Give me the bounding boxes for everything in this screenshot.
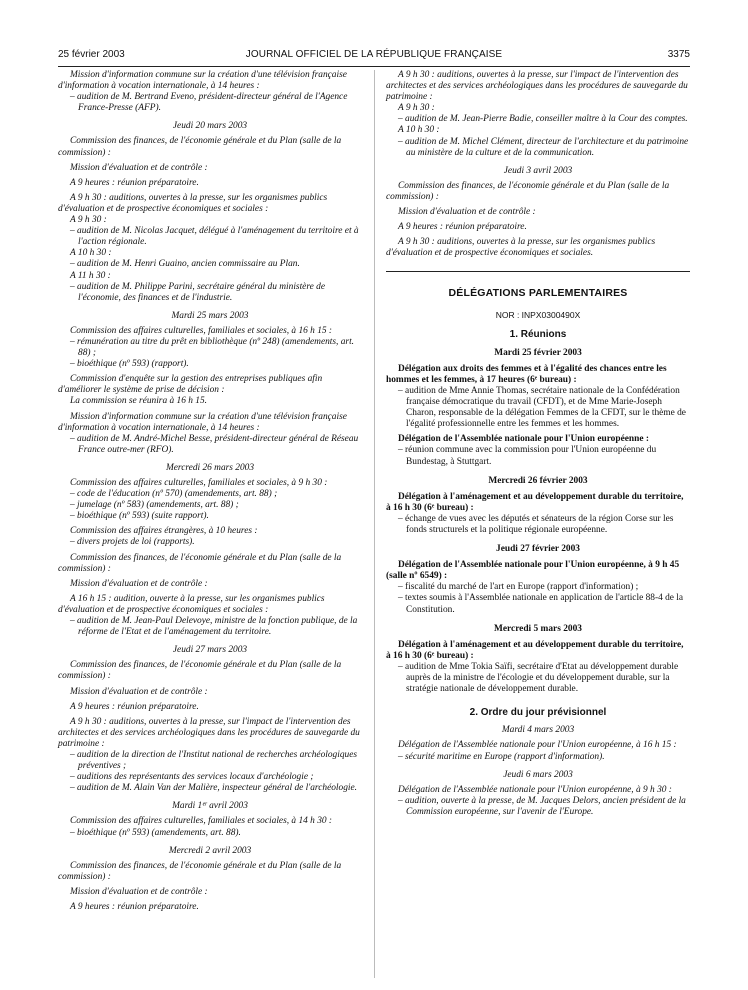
day-heading: Jeudi 27 février 2003 [496, 544, 580, 555]
day-heading: Mercredi 26 février 2003 [488, 475, 588, 486]
header-rule [58, 66, 690, 67]
day-heading: Jeudi 20 mars 2003 [172, 121, 248, 132]
paragraph: Délégation de l'Assemblée nationale pour l'Union européenne, à 9 h 30 : [398, 784, 672, 795]
delegation-heading: Délégation aux droits des femmes et à l'égalité des chances entre les hommes et les femmes, à 17 heures (6ᵉ bureau) : [386, 363, 667, 385]
list-item: – code de l'éducation (nº 570) (amendements, art. 88) ; [70, 489, 278, 500]
column-divider [374, 70, 375, 978]
paragraph: A 9 heures : réunion préparatoire. [70, 701, 199, 712]
day-heading: Jeudi 27 mars 2003 [172, 645, 248, 656]
paragraph: A 9 heures : réunion préparatoire. [70, 177, 199, 188]
subsection-heading: 1. Réunions [509, 328, 567, 340]
list-item: – bioéthique (nº 593) (amendements, art. 88). [70, 827, 241, 838]
list-item: – audition de la direction de l'Institut national de recherches archéologiques préventives ; [70, 749, 358, 772]
list-item: – audition de M. Jean-Pierre Badie, conseiller maître à la Cour des comptes. [398, 114, 688, 125]
nor-reference: NOR : INPX0300490X [495, 309, 581, 320]
paragraph: Commission des finances, de l'économie générale et du Plan (salle de la commission) : [58, 136, 342, 158]
paragraph: Délégation de l'Assemblée nationale pour l'Union européenne, à 16 h 15 : [398, 740, 677, 751]
list-item: – audition de M. Jean-Paul Delevoye, ministre de la fonction publique, de la réforme de l'Etat et de l'aménagement du territoire. [70, 616, 358, 638]
list-item: – bioéthique (nº 593) (suite rapport). [70, 511, 209, 522]
paragraph: A 9 h 30 : auditions, ouvertes à la presse, sur l'impact de l'intervention des architectes et des services archéologiques dans les procédures de sauvegarde du patrimoine : [58, 716, 360, 749]
day-heading: Mardi 25 mars 2003 [171, 310, 249, 321]
list-item: – audition de M. Michel Clément, directeur de l'architecture et du patrimoine au ministère de la culture et de la communication. [398, 136, 689, 158]
paragraph: A 9 heures : réunion préparatoire. [70, 902, 199, 912]
day-heading: Mardi 4 mars 2003 [501, 725, 575, 736]
paragraph: Commission des finances, de l'économie générale et du Plan (salle de la commission) : [58, 860, 342, 882]
list-item: – fiscalité du marché de l'art en Europe (rapport d'information) ; [398, 582, 639, 593]
paragraph: A 11 h 30 : [70, 270, 111, 281]
page-header [58, 45, 690, 61]
paragraph: Commission des affaires culturelles, familiales et sociales, à 9 h 30 : [70, 478, 328, 488]
paragraph: A 9 h 30 : [398, 103, 435, 114]
list-item: – audition de Mme Annie Thomas, secrétaire nationale de la Confédération française démocratique du travail (CFDT), et de Mme Marie-Joseph Charon, responsable de la délégation Femmes de la CFDT, sur le thème de l'égalité professionnelle entre les femmes et les hommes. [398, 385, 686, 430]
paragraph: A 16 h 15 : audition, ouverte à la presse, sur les organismes publics d'évaluation et de prospective économiques et sociales : [58, 593, 325, 615]
paragraph: Mission d'information commune sur la création d'une télévision française d'information à vocation internationale, à 14 heures : [58, 411, 347, 433]
paragraph: A 10 h 30 : [70, 248, 112, 259]
paragraph: Mission d'évaluation et de contrôle : [398, 207, 536, 218]
day-heading: Mercredi 26 mars 2003 [165, 462, 255, 473]
list-item: – textes soumis à l'Assemblée nationale en application de l'article 88-4 de la Constitution. [398, 593, 684, 615]
paragraph: A 9 h 30 : auditions, ouvertes à la presse, sur les organismes publics d'évaluation et de prospective économiques et sociales. [386, 237, 656, 259]
list-item: – audition de Mme Tokia Saïfi, secrétaire d'Etat au développement durable auprès de la ministre de l'écologie et du développement durable, sur la stratégie nationale de développement durable. [398, 661, 679, 695]
list-item: – audition de M. Alain Van der Malière, inspecteur général de l'archéologie. [70, 783, 358, 794]
header-page-number: 3375 [667, 49, 690, 60]
day-heading: Jeudi 3 avril 2003 [503, 165, 573, 176]
list-item: – audition de M. Bertrand Eveno, président-directeur général de l'Agence France-Presse (AFP). [70, 92, 348, 114]
paragraph: Commission des affaires culturelles, familiales et sociales, à 16 h 15 : [70, 325, 333, 336]
list-item: – audition de M. André-Michel Besse, président-directeur général de Réseau France outre-mer (RFO). [70, 433, 359, 455]
section-title: DÉLÉGATIONS PARLEMENTAIRES [448, 287, 628, 300]
list-item: – échange de vues avec les députés et sénateurs de la région Corse sur les fonds structurels et la politique régionale européenne. [398, 513, 674, 535]
list-item: – bioéthique (nº 593) (rapport). [70, 359, 189, 370]
delegation-heading: Délégation de l'Assemblée nationale pour l'Union européenne, à 9 h 45 (salle nº 6549) : [386, 560, 680, 582]
paragraph: A 9 h 30 : auditions, ouvertes à la presse, sur l'impact de l'intervention des architectes et des services archéologiques dans les procédures de sauvegarde du patrimoine : [386, 70, 688, 103]
list-item: – audition de M. Nicolas Jacquet, délégué à l'aménagement du territoire et à l'action régionale. [70, 226, 359, 248]
list-item: – audition de M. Philippe Parini, secrétaire général du ministère de l'économie, des finances et de l'industrie. [70, 281, 325, 303]
list-item: – rémunération au titre du prêt en bibliothèque (nº 248) (amendements, art. 88) ; [70, 336, 355, 359]
day-heading: Mercredi 5 mars 2003 [494, 623, 582, 634]
paragraph: Mission d'évaluation et de contrôle : [70, 886, 208, 897]
list-item: – auditions des représentants des services locaux d'archéologie ; [70, 772, 314, 783]
paragraph: Commission des affaires étrangères, à 10 heures : [70, 526, 258, 537]
subsection-heading: 2. Ordre du jour prévisionnel [469, 707, 607, 719]
paragraph: Commission d'enquête sur la gestion des entreprises publiques afin d'améliorer le système de prise de décision : [58, 374, 323, 396]
header-journal-title: JOURNAL OFFICIEL DE LA RÉPUBLIQUE FRANÇAISE [245, 49, 503, 60]
paragraph: A 10 h 30 : [398, 125, 440, 136]
right-column [386, 70, 690, 818]
list-item: – réunion commune avec la commission pour l'Union européenne du Bundestag, à Stuttgart. [398, 445, 657, 467]
list-item: – jumelage (nº 583) (amendements, art. 88) ; [70, 500, 239, 511]
list-item: – audition, ouverte à la presse, de M. Jacques Delors, ancien président de la Commission européenne, sur l'avenir de l'Europe. [398, 795, 686, 817]
delegation-heading: Délégation à l'aménagement et au développement durable du territoire, à 16 h 30 (6ᵉ bureau) : [386, 491, 684, 513]
delegation-heading: Délégation de l'Assemblée nationale pour l'Union européenne : [398, 434, 649, 445]
paragraph: Commission des finances, de l'économie générale et du Plan (salle de la commission) : [386, 180, 670, 202]
paragraph: Commission des affaires culturelles, familiales et sociales, à 14 h 30 : [70, 816, 333, 827]
paragraph: Commission des finances, de l'économie générale et du Plan (salle de la commission) : [58, 552, 342, 574]
day-heading: Jeudi 6 mars 2003 [503, 769, 573, 780]
day-heading: Mardi 25 février 2003 [494, 347, 582, 358]
list-item: – sécurité maritime en Europe (rapport d'information). [398, 751, 605, 762]
paragraph: Mission d'évaluation et de contrôle : [70, 578, 208, 589]
paragraph: Mission d'information commune sur la création d'une télévision française d'information à vocation internationale, à 14 heures : [58, 70, 347, 92]
paragraph: Commission des finances, de l'économie générale et du Plan (salle de la commission) : [58, 660, 342, 682]
section-rule [386, 271, 690, 272]
day-heading: Mardi 1ᵉʳ avril 2003 [172, 801, 248, 812]
left-column [58, 70, 362, 913]
paragraph: La commission se réunira à 16 h 15. [70, 396, 207, 407]
list-item: – audition de M. Henri Guaino, ancien commissaire au Plan. [70, 259, 300, 270]
paragraph: A 9 heures : réunion préparatoire. [398, 222, 527, 233]
header-date: 25 février 2003 [58, 49, 125, 60]
list-item: – divers projets de loi (rapports). [70, 537, 195, 548]
paragraph: A 9 h 30 : auditions, ouvertes à la presse, sur les organismes publics d'évaluation et de prospective économiques et sociales : [58, 192, 328, 214]
paragraph: A 9 h 30 : [70, 215, 107, 226]
day-heading: Mercredi 2 avril 2003 [168, 845, 252, 856]
paragraph: Mission d'évaluation et de contrôle : [70, 162, 208, 173]
delegation-heading: Délégation à l'aménagement et au développement durable du territoire, à 16 h 30 (6ᵉ bureau) : [386, 639, 684, 661]
paragraph: Mission d'évaluation et de contrôle : [70, 686, 208, 697]
